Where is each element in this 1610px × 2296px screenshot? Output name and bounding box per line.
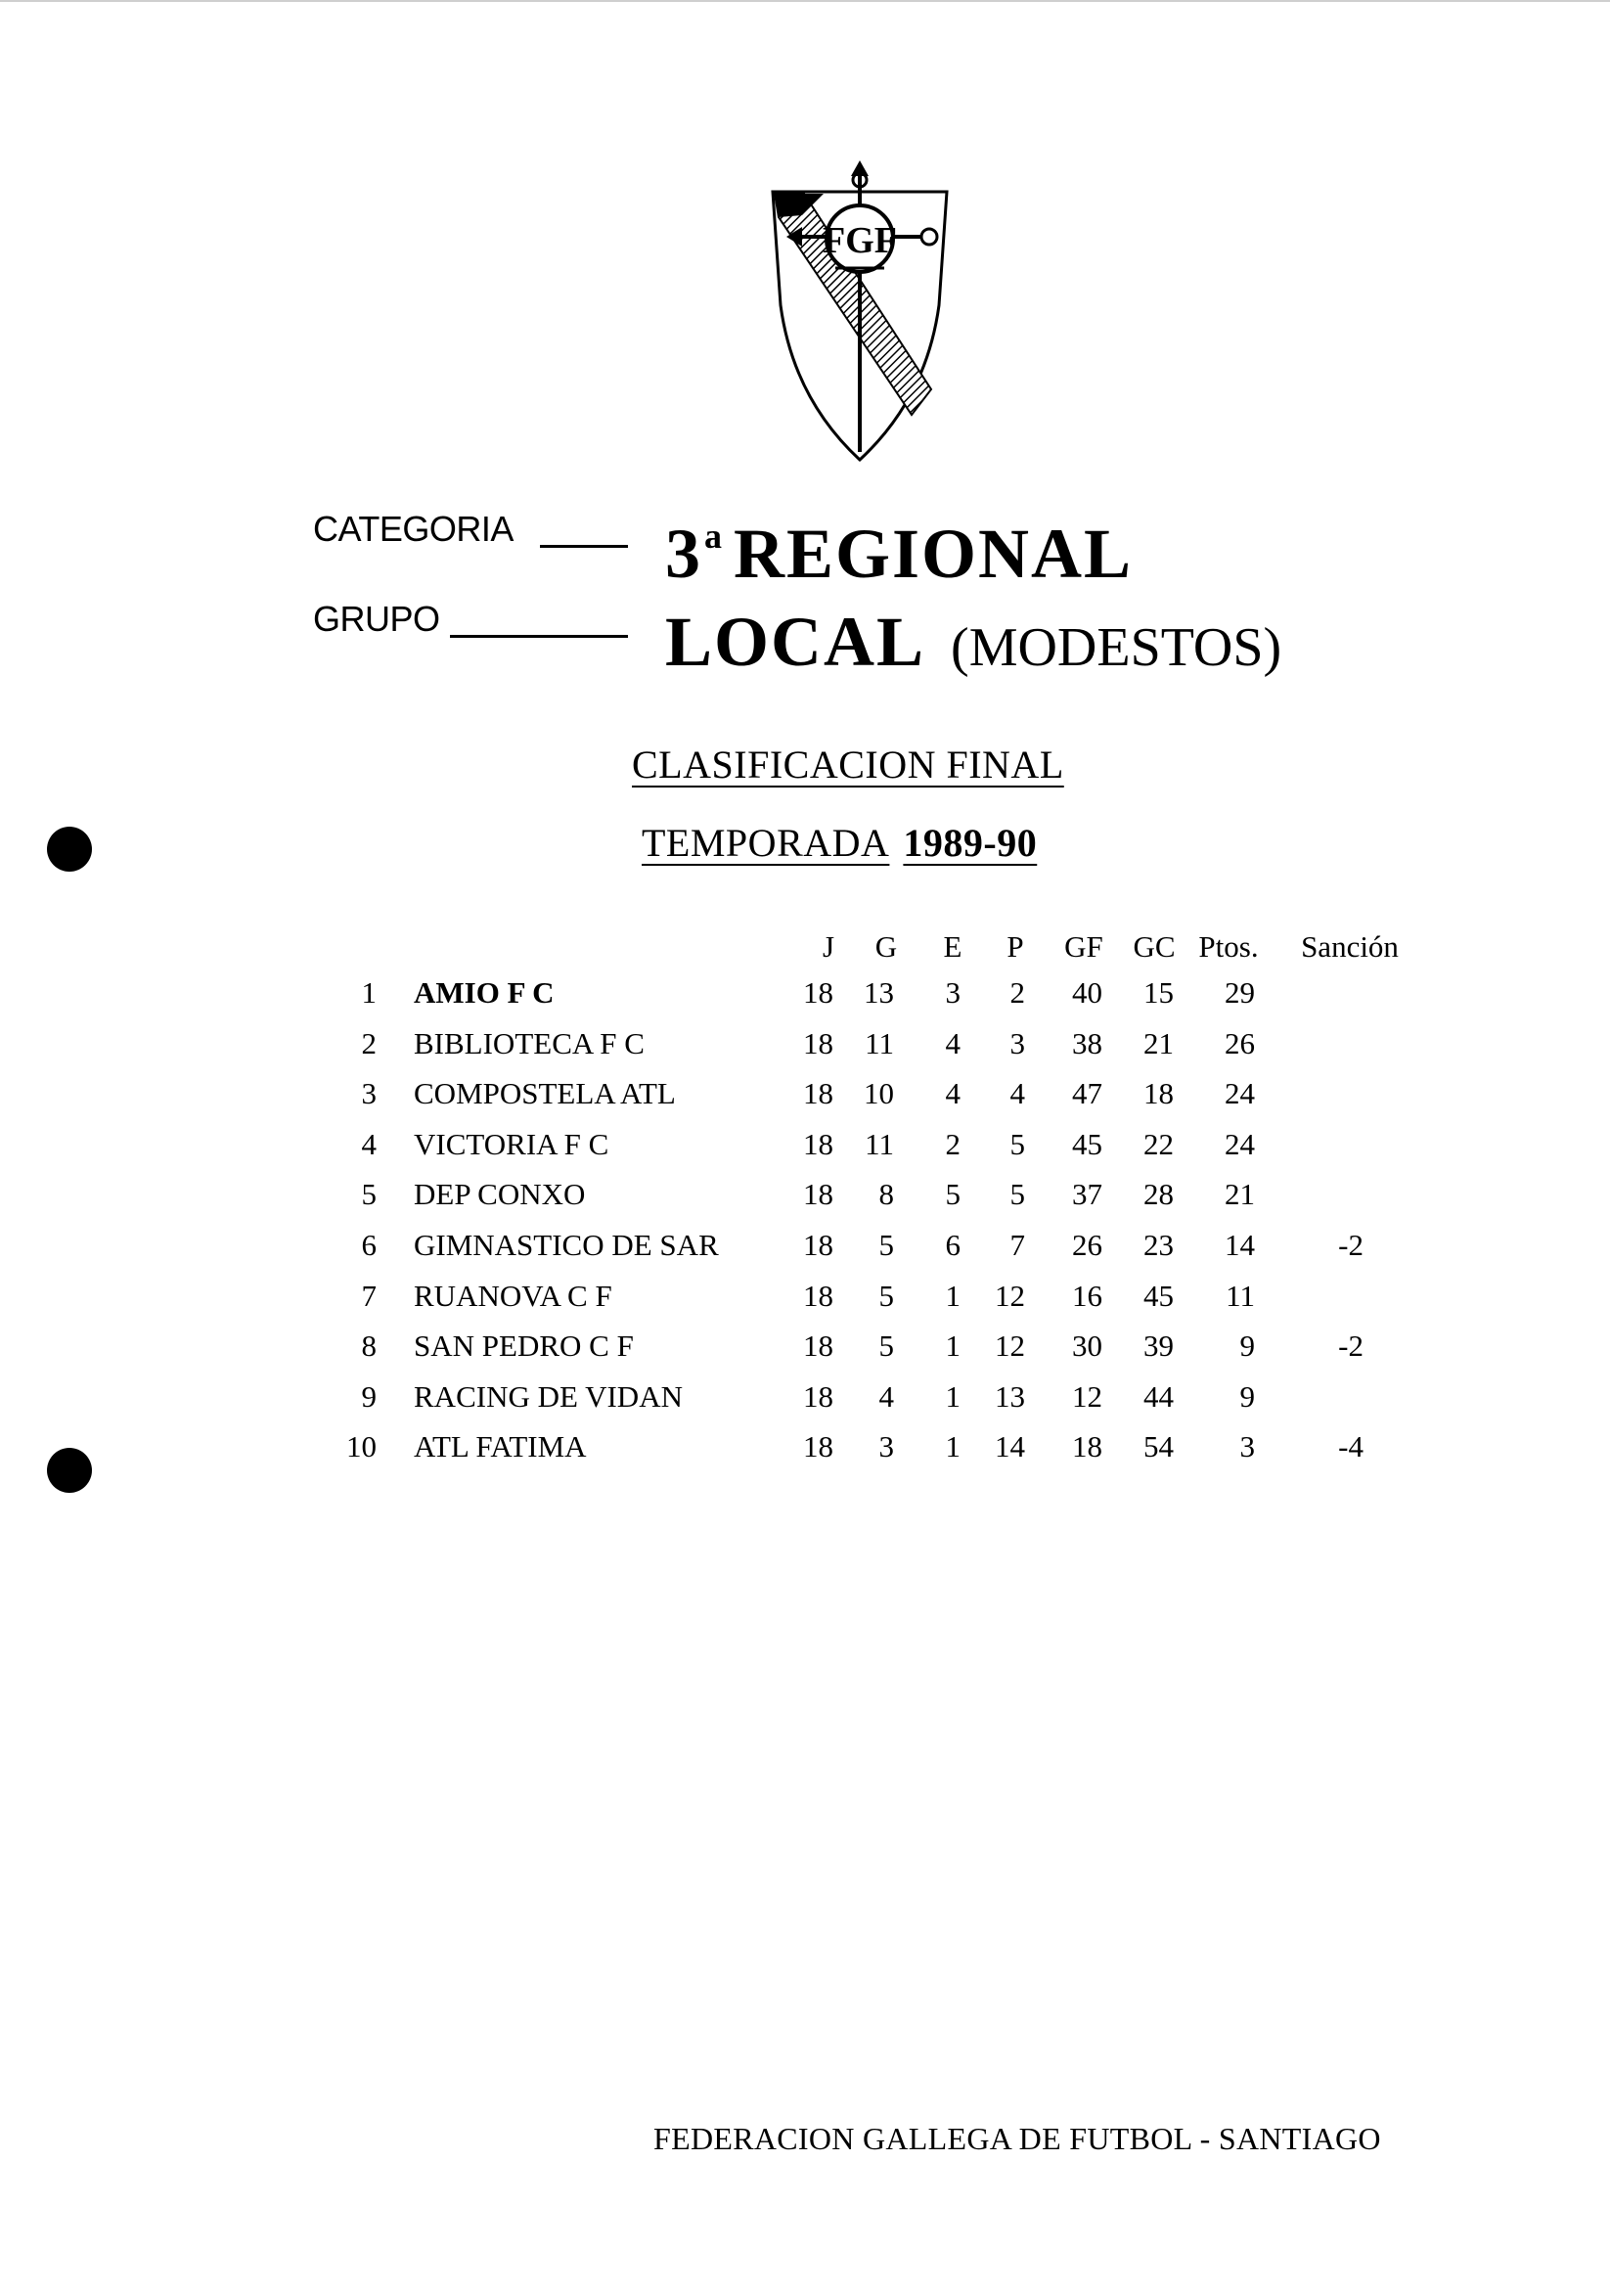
team-name-cell: DEP CONXO (414, 1177, 586, 1212)
col-header-gf: GF (1064, 929, 1103, 964)
cell-j: 18 (803, 1025, 833, 1060)
position-cell: 4 (361, 1126, 377, 1161)
categoria-number: 3 (665, 515, 702, 593)
cell-ptos: 29 (1225, 975, 1255, 1010)
cell-j: 18 (803, 1076, 833, 1111)
team-name-cell: AMIO F C (414, 975, 555, 1010)
cell-gf: 37 (1072, 1177, 1102, 1212)
cell-gc: 21 (1143, 1025, 1174, 1060)
cell-ptos: 24 (1225, 1076, 1255, 1111)
team-name-cell: GIMNASTICO DE SAR (414, 1228, 719, 1262)
col-header-gc: GC (1133, 929, 1176, 964)
team-name-cell: SAN PEDRO C F (414, 1328, 634, 1364)
cell-j: 18 (803, 1228, 833, 1262)
cell-e: 1 (945, 1278, 961, 1313)
top-scan-edge (0, 0, 1610, 2)
cell-sancion: -4 (1338, 1429, 1364, 1464)
position-cell: 9 (361, 1378, 377, 1414)
cell-ptos: 3 (1239, 1429, 1255, 1464)
cell-j: 18 (803, 1177, 833, 1212)
cell-ptos: 11 (1226, 1278, 1255, 1313)
cell-gc: 39 (1143, 1328, 1174, 1364)
cell-g: 8 (878, 1177, 894, 1212)
cell-ptos: 9 (1239, 1328, 1255, 1364)
col-header-ptos: Ptos. (1198, 929, 1259, 964)
cell-p: 7 (1009, 1228, 1025, 1262)
team-name-cell: RACING DE VIDAN (414, 1378, 683, 1414)
cell-e: 2 (945, 1126, 961, 1161)
cell-j: 18 (803, 1278, 833, 1313)
position-cell: 3 (361, 1076, 377, 1111)
cell-ptos: 21 (1225, 1177, 1255, 1212)
cell-gf: 16 (1072, 1278, 1102, 1313)
temporada-line (642, 821, 1038, 865)
cell-gf: 26 (1072, 1228, 1102, 1262)
position-cell: 2 (361, 1025, 377, 1060)
cell-p: 14 (995, 1429, 1025, 1464)
punch-hole-bottom (47, 1448, 92, 1493)
categoria-label: CATEGORIA (313, 509, 514, 549)
grupo-rule (450, 635, 628, 638)
cell-gc: 54 (1143, 1429, 1174, 1464)
position-cell: 10 (346, 1429, 377, 1464)
cell-g: 5 (878, 1328, 894, 1364)
cell-gc: 23 (1143, 1228, 1174, 1262)
cell-p: 12 (995, 1278, 1025, 1313)
federation-crest-logo (765, 158, 955, 464)
cell-e: 6 (945, 1228, 961, 1262)
cell-gc: 18 (1143, 1076, 1174, 1111)
cell-gf: 12 (1072, 1378, 1102, 1414)
cell-g: 13 (864, 975, 894, 1010)
cell-g: 11 (865, 1025, 894, 1060)
cell-gc: 28 (1143, 1177, 1174, 1212)
cell-g: 10 (864, 1076, 894, 1111)
cell-gf: 45 (1072, 1126, 1102, 1161)
grupo-note: (MODESTOS) (951, 617, 1282, 678)
cell-e: 1 (945, 1328, 961, 1364)
cell-j: 18 (803, 1378, 833, 1414)
cell-j: 18 (803, 1328, 833, 1364)
cell-sancion: -2 (1338, 1228, 1364, 1262)
team-name-cell: ATL FATIMA (414, 1429, 587, 1464)
cell-gc: 15 (1143, 975, 1174, 1010)
team-name-cell: VICTORIA F C (414, 1126, 609, 1161)
cell-p: 4 (1009, 1076, 1025, 1111)
cell-ptos: 24 (1225, 1126, 1255, 1161)
cell-g: 3 (878, 1429, 894, 1464)
svg-text:FGF: FGF (823, 220, 897, 261)
team-name-cell: BIBLIOTECA F C (414, 1025, 645, 1060)
cell-p: 5 (1009, 1177, 1025, 1212)
col-header-sancion: Sanción (1301, 929, 1399, 964)
cell-e: 5 (945, 1177, 961, 1212)
cell-gf: 40 (1072, 975, 1102, 1010)
grupo-name: LOCAL (665, 603, 926, 681)
cell-gc: 45 (1143, 1278, 1174, 1313)
cell-e: 1 (945, 1378, 961, 1414)
cell-gc: 44 (1143, 1378, 1174, 1414)
team-name-cell: RUANOVA C F (414, 1278, 612, 1313)
grupo-value (665, 603, 1282, 681)
position-cell: 7 (361, 1278, 377, 1313)
cell-gf: 38 (1072, 1025, 1102, 1060)
temporada-label: TEMPORADA (642, 821, 890, 865)
cell-p: 3 (1009, 1025, 1025, 1060)
cell-g: 5 (878, 1228, 894, 1262)
cell-p: 2 (1009, 975, 1025, 1010)
cell-gf: 47 (1072, 1076, 1102, 1111)
cell-j: 18 (803, 1126, 833, 1161)
footer-federation: FEDERACION GALLEGA DE FUTBOL - SANTIAGO (653, 2121, 1381, 2156)
cell-j: 18 (803, 975, 833, 1010)
col-header-e: E (943, 929, 962, 964)
categoria-superscript: a (704, 517, 724, 556)
cell-g: 5 (878, 1278, 894, 1313)
cell-p: 13 (995, 1378, 1025, 1414)
col-header-p: P (1006, 929, 1024, 964)
position-cell: 1 (361, 975, 377, 1010)
categoria-name: REGIONAL (734, 515, 1134, 593)
cell-sancion: -2 (1338, 1328, 1364, 1364)
cell-g: 4 (878, 1378, 894, 1414)
col-header-g: G (874, 929, 898, 964)
season-value: 1989-90 (903, 821, 1038, 865)
clasificacion-final-title: CLASIFICACION FINAL (632, 743, 1064, 787)
categoria-value (665, 515, 1134, 593)
cell-j: 18 (803, 1429, 833, 1464)
cell-ptos: 26 (1225, 1025, 1255, 1060)
position-cell: 5 (361, 1177, 377, 1212)
col-header-j: J (822, 929, 835, 964)
cell-e: 1 (945, 1429, 961, 1464)
cell-gc: 22 (1143, 1126, 1174, 1161)
cell-e: 4 (945, 1025, 961, 1060)
grupo-label: GRUPO (313, 599, 440, 639)
cell-g: 11 (865, 1126, 894, 1161)
cell-p: 5 (1009, 1126, 1025, 1161)
team-name-cell: COMPOSTELA ATL (414, 1076, 676, 1111)
cell-gf: 18 (1072, 1429, 1102, 1464)
categoria-rule (540, 545, 628, 548)
cell-p: 12 (995, 1328, 1025, 1364)
cell-e: 3 (945, 975, 961, 1010)
cell-gf: 30 (1072, 1328, 1102, 1364)
position-cell: 8 (361, 1328, 377, 1364)
punch-hole-top (47, 827, 92, 872)
cell-e: 4 (945, 1076, 961, 1111)
cell-ptos: 14 (1225, 1228, 1255, 1262)
position-cell: 6 (361, 1228, 377, 1262)
cell-ptos: 9 (1239, 1378, 1255, 1414)
